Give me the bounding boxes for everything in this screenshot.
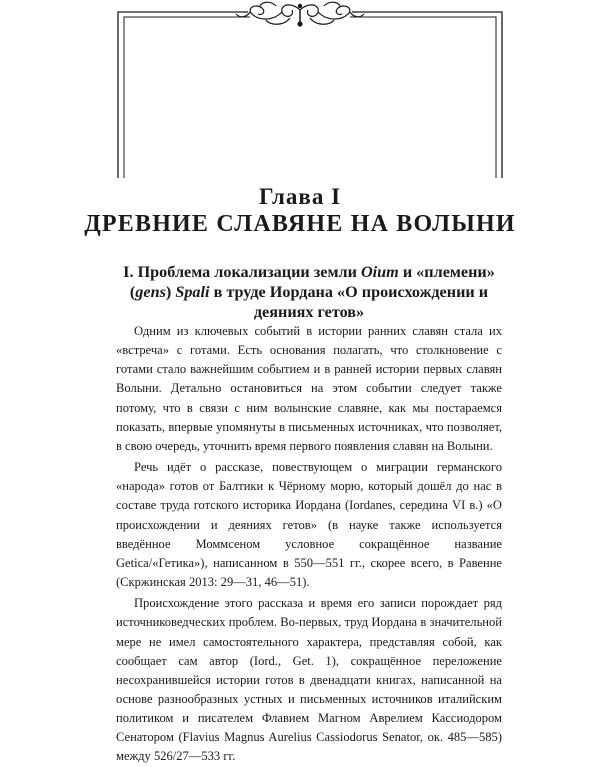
gens-close: ) [165,283,172,301]
term-spali: Spali [175,283,210,301]
body-text [116,322,502,767]
gens-open: ( [129,283,136,301]
paragraph: Происхождение этого рассказа и время его записи порождает ряд источниковедческих проблем. Во-первых, труд Иордана в значительной мере не имел самостоятельного характера, представляя собой, как сообщает сам автор (Iord., Get. 1), сокращённое переложение несохранившейся истории готов в двенадцати книгах, написанной на основе разнообразных устных и письменных источников италийским политиком и писателем Флавием Магном Аврелием Кассиодором Сенатором (Flavius Magnus Aurelius Cassiodorus Senator, ок. 485—585) между 526/27—533 гг. [116,596,502,764]
chapter-title: ДРЕВНИЕ СЛАВЯНЕ НА ВОЛЫНИ [84,211,516,237]
section-number: I. [123,263,134,281]
section-title-and: и «племени» [402,263,495,281]
chapter-label: Глава I [258,184,342,209]
paragraph: Речь идёт о рассказе, повествующем о миграции германского «народа» готов от Балтики к Чёрному морю, который дошёл до нас в составе труда готского историка Иордана (Iordanes, середина VI в.) «О происхождении и деяниях гетов» (в науке также используется введённое Моммсеном условное сокращённое название Getica/«Гетика»), написанном в 550—551 гг., скорее всего, в Равенне (Скржинская 2013: 29—31, 46—51). [116,460,502,590]
term-gens: gens [135,283,166,301]
decorative-frame [0,0,600,180]
term-oium: Oium [360,263,399,281]
paragraph: Одним из ключевых событий в истории ранних славян стала их «встреча» с готами. Есть основания полагать, что столкновение с готами стало важнейшим событием и в ранней истории первых славян Волыни. Детально остановиться на этом событии следует также потому, что в связи с ним волынские славяне, как мы постараемся показать, впервые упомянуты в письменных источниках, что позволяет, в свою очередь, уточнить время первого появления славян на Волыни. [116,324,502,453]
section-title-part2: в труде Иордана «О происхождении и деяниях гетов» [213,283,489,321]
section-heading [118,262,500,322]
ornament-icon [236,2,364,26]
section-title-part1: Проблема локализации земли [137,263,357,281]
